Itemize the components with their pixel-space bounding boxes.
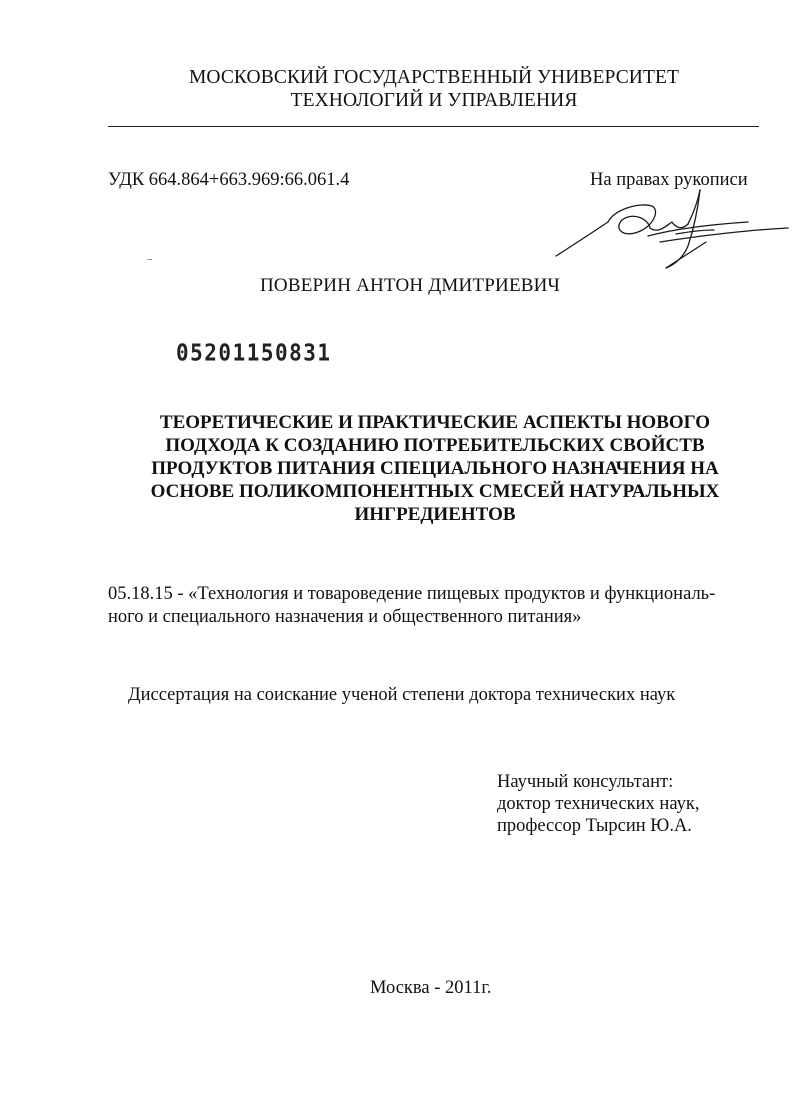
- specialty-line-2: ного и специального назначения и общественного питания»: [108, 607, 582, 627]
- specialty-line-1: 05.18.15 - «Технология и товароведение пищевых продуктов и функциональ-: [108, 584, 716, 604]
- title-line-1: ТЕОРЕТИЧЕСКИЕ И ПРАКТИЧЕСКИЕ АСПЕКТЫ НОВОГО: [159, 412, 711, 433]
- consultant-name: профессор Тырсин Ю.А.: [497, 816, 692, 836]
- scientific-consultant: [497, 771, 699, 837]
- consultant-degree: доктор технических наук,: [497, 794, 700, 814]
- specialty-code: [108, 583, 768, 629]
- handwritten-signature: [548, 184, 793, 274]
- title-line-3: ПРОДУКТОВ ПИТАНИЯ СПЕЦИАЛЬНОГО НАЗНАЧЕНИЯ НА: [151, 458, 719, 479]
- title-line-4: ОСНОВЕ ПОЛИКОМПОНЕНТНЫХ СМЕСЕЙ НАТУРАЛЬНЫХ: [150, 481, 720, 502]
- title-line-5: ИНГРЕДИЕНТОВ: [354, 504, 516, 525]
- university-name: [0, 66, 798, 112]
- university-name-line-2: ТЕХНОЛОГИЙ И УПРАВЛЕНИЯ: [290, 90, 578, 111]
- scan-speck: [147, 259, 152, 260]
- title-line-2: ПОДХОДА К СОЗДАНИЮ ПОТРЕБИТЕЛЬСКИХ СВОЙСТВ: [165, 435, 705, 456]
- manuscript-rights-note: На правах рукописи: [590, 170, 748, 190]
- city-year: Москва - 2011г.: [370, 978, 492, 998]
- header-divider: [108, 126, 759, 127]
- university-name-line-1: МОСКОВСКИЙ ГОСУДАРСТВЕННЫЙ УНИВЕРСИТЕТ: [188, 67, 680, 88]
- udk-code: УДК 664.864+663.969:66.061.4: [108, 170, 350, 190]
- dissertation-title: [115, 411, 755, 526]
- author-name: ПОВЕРИН АНТОН ДМИТРИЕВИЧ: [260, 275, 561, 296]
- degree-statement: Диссертация на соискание ученой степени доктора технических наук: [128, 685, 676, 705]
- registration-stamp-number: 05201150831: [176, 340, 332, 366]
- consultant-heading: Научный консультант:: [497, 772, 674, 792]
